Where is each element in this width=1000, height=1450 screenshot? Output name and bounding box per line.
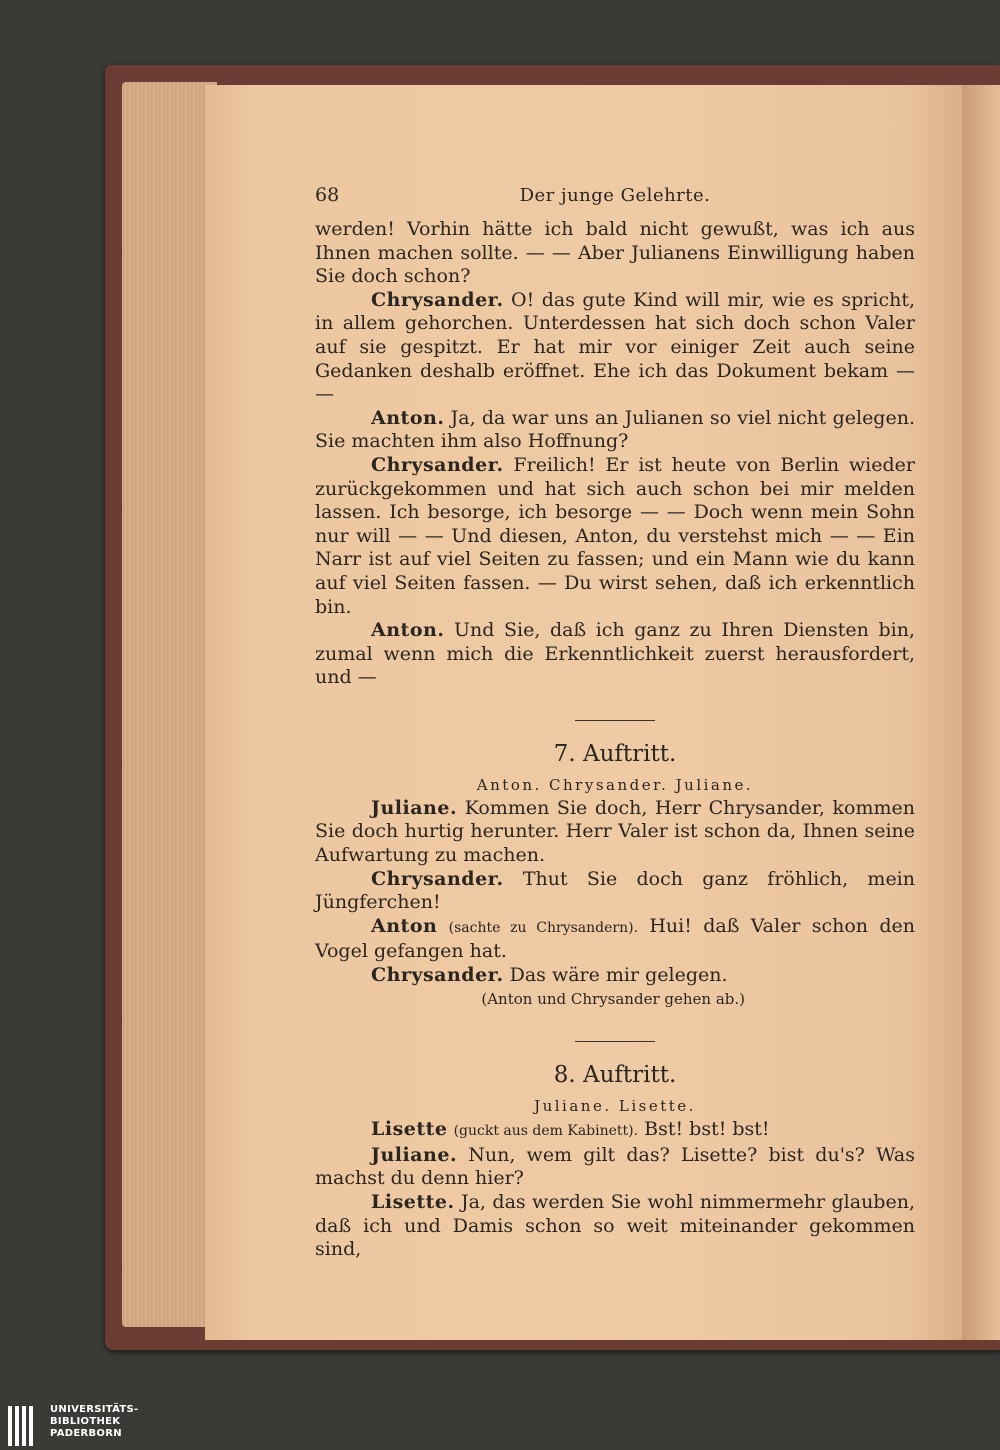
speech-text: Nun, wem gilt das? Lisette? bist du's? Was machst du denn hier? — [315, 1143, 915, 1190]
dialogue-section — [315, 218, 915, 690]
scene-divider — [575, 1041, 655, 1042]
speech-text: O! das gute Kind will mir, wie es spricht, in allem gehorchen. Unterdessen hat sich doch schon Valer auf sie gespitzt. Er hat mir vor einiger Zeit auch seine Gedanken deshalb eröffnet. Ehe ich das Dokument bekam — — — [315, 288, 915, 406]
speaker-name: Juliane. — [371, 796, 458, 819]
speech-text: Ja, da war uns an Julianen so viel nicht gelegen. Sie machten ihm also Hoffnung? — [315, 406, 915, 453]
scene-title: 7. Auftritt. — [553, 740, 677, 767]
speaker-name: Juliane. — [371, 1143, 458, 1166]
stage-direction: (sachte zu Chrysandern). — [448, 919, 639, 936]
page-content — [315, 180, 915, 1262]
page-edges — [122, 82, 217, 1327]
logo-text — [50, 1404, 139, 1440]
library-logo — [0, 1400, 150, 1450]
speech-text: Das wäre mir gelegen. — [509, 964, 728, 987]
paragraph — [315, 1118, 915, 1144]
speech-text: Thut Sie doch ganz fröhlich, mein Jüngferchen! — [315, 867, 915, 914]
paragraph — [315, 797, 915, 868]
speaker-name: Chrysander. — [371, 867, 504, 890]
speech-text: Kommen Sie doch, Herr Chrysander, kommen Sie doch hurtig herunter. Herr Valer ist schon da, Ihnen seine Aufwartung zu machen. — [315, 796, 915, 867]
stage-direction: (guckt aus dem Kabinett). — [453, 1123, 639, 1140]
speech-text: werden! Vorhin hätte ich bald nicht gewußt, was ich aus Ihnen machen sollte. — — Aber Julianens Einwilligung haben Sie doch schon? — [315, 218, 915, 288]
logo-bars-icon — [8, 1406, 36, 1450]
cast-list: Juliane. Lisette. — [534, 1097, 696, 1116]
paragraph — [315, 218, 915, 289]
paragraph — [315, 619, 915, 690]
speaker-name: Anton — [371, 914, 438, 937]
speaker-name: Lisette — [371, 1118, 448, 1141]
dialogue-section — [315, 1118, 915, 1262]
speaker-name: Chrysander. — [371, 288, 504, 311]
running-title: Der junge Gelehrte. — [519, 185, 711, 206]
scene-title: 8. Auftritt. — [553, 1062, 677, 1089]
paragraph — [315, 1144, 915, 1191]
stage-direction: (Anton und Chrysander gehen ab.) — [481, 989, 745, 1008]
speech-text: Und Sie, daß ich ganz zu Ihren Diensten bin, zumal wenn mich die Erkenntlichkeit zuerst herausfordert, und — — [315, 619, 915, 689]
dialogue-section — [315, 797, 915, 988]
paragraph — [315, 915, 915, 964]
speech-text: Hui! daß Valer schon den Vogel gefangen hat. — [315, 914, 915, 963]
scene-divider — [575, 720, 655, 721]
speaker-name: Anton. — [371, 406, 445, 429]
speaker-name: Chrysander. — [371, 964, 504, 987]
speech-text: Ja, das werden Sie wohl nimmermehr glauben, daß ich und Damis schon so weit miteinander gekommen sind, — [315, 1191, 915, 1261]
page-header — [315, 180, 915, 214]
speech-text: Bst! bst! bst! — [644, 1118, 770, 1141]
page-number: 68 — [315, 184, 340, 206]
paragraph — [315, 407, 915, 454]
paragraph — [315, 454, 915, 619]
speaker-name: Lisette. — [371, 1191, 455, 1213]
paragraph — [315, 289, 915, 407]
speech-text: Freilich! Er ist heute von Berlin wieder zurückgekommen und hat sich auch schon bei mir melden lassen. Ich besorge, ich besorge — — Doch wenn mein Sohn nur will — — Und diesen, Anton, du verstehst mich — — Ein Narr ist auf viel Seiten zu fassen; und ein Mann wie du kann auf viel Seiten fassen. — Du wirst sehen, daß ich erkenntlich bin. — [315, 453, 915, 618]
speaker-name: Anton. — [371, 619, 445, 642]
facing-page-edge — [962, 85, 1000, 1340]
logo-line: PADERBORN — [50, 1428, 122, 1439]
speaker-name: Chrysander. — [371, 453, 504, 476]
paragraph — [315, 868, 915, 915]
logo-line: UNIVERSITÄTS- — [50, 1404, 139, 1415]
logo-line: BIBLIOTHEK — [50, 1416, 121, 1427]
cast-list: Anton. Chrysander. Juliane. — [476, 775, 754, 794]
paragraph — [315, 1191, 915, 1262]
paragraph — [315, 964, 915, 988]
